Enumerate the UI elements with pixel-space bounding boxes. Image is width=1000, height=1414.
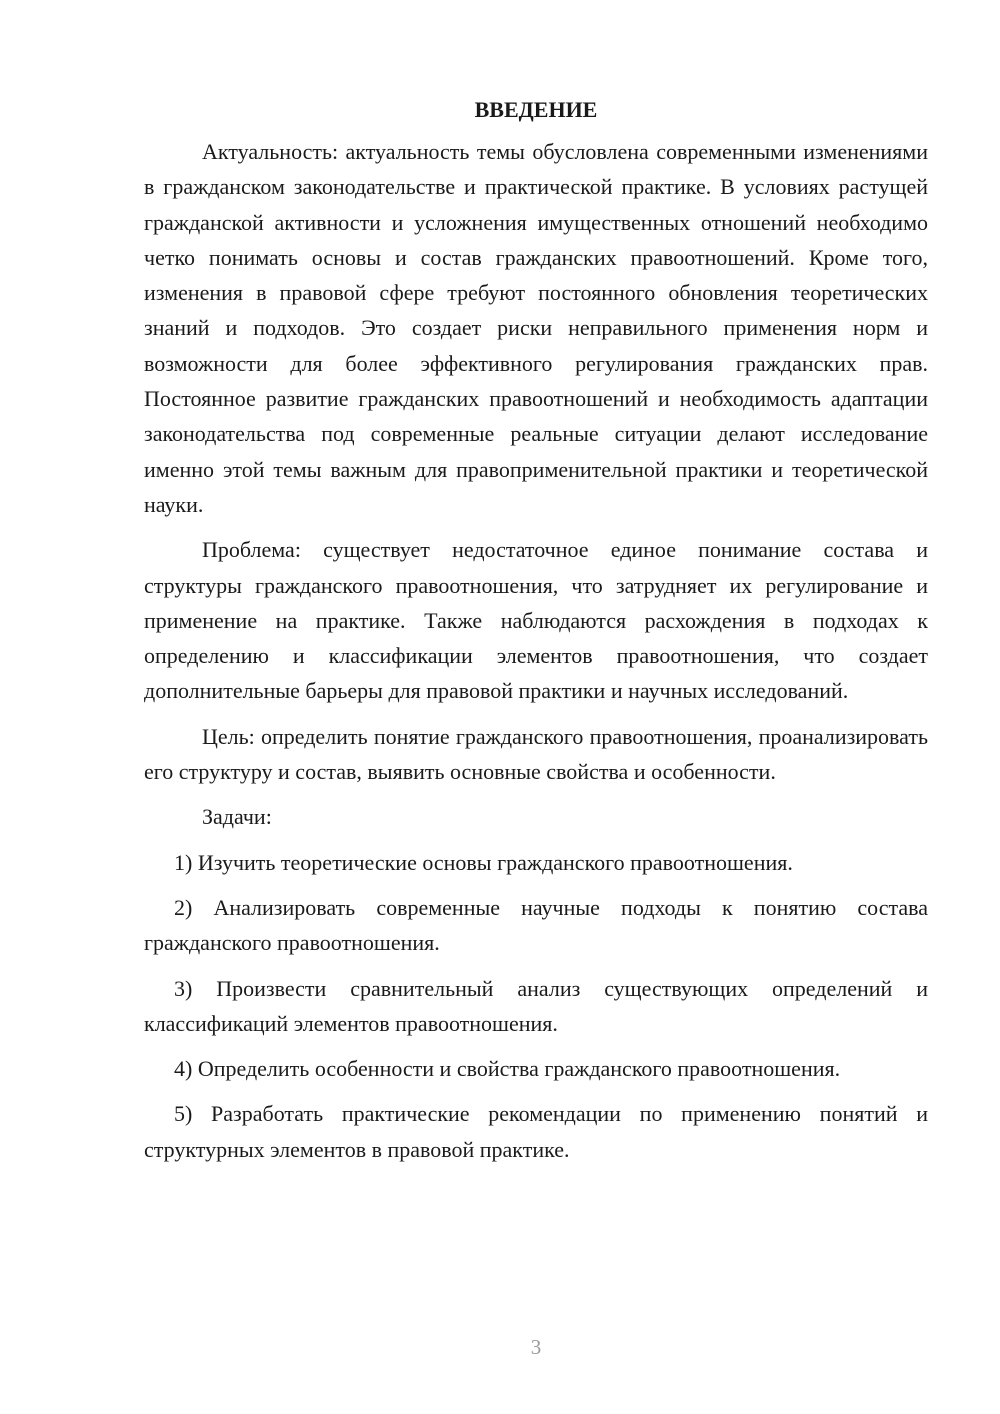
page-content (144, 92, 928, 1167)
relevance-paragraph: Актуальность: актуальность темы обусловлена современными изменениями в гражданском законодательстве и практической практике. В условиях растущей гражданской активности и усложнения имущественных отношений необходимо четко понимать основы и состав гражданских правоотношений. Кроме того, изменения в правовой сфере требуют постоянного обновления теоретических знаний и подходов. Это создает риски неправильного применения норм и возможности для более эффективного регулирования гражданских прав. Постоянное развитие гражданских правоотношений и необходимость адаптации законодательства под современные реальные ситуации делают исследование именно этой темы важным для правоприменительной практики и теоретической науки. (144, 139, 928, 517)
section-heading: ВВЕДЕНИЕ (474, 97, 598, 122)
task-item-2: 2) Анализировать современные научные подходы к понятию состава гражданского правоотношения. (144, 894, 928, 956)
task-item-3: 3) Произвести сравнительный анализ существующих определений и классификаций элементов правоотношения. (144, 975, 928, 1036)
tasks-label: Задачи: (202, 804, 272, 830)
problem-paragraph: Проблема: существует недостаточное единое понимание состава и структуры гражданского правоотношения, что затрудняет их регулирование и применение на практике. Также наблюдаются расхождения в подходах к определению и классификации элементов правоотношения, что создает дополнительные барьеры для правовой практики и научных исследований. (144, 537, 928, 704)
task-item-4: 4) Определить особенности и свойства гражданского правоотношения. (174, 1056, 841, 1082)
task-item-1: 1) Изучить теоретические основы гражданского правоотношения. (174, 849, 793, 875)
page-number: 3 (530, 1335, 542, 1359)
goal-paragraph: Цель: определить понятие гражданского правоотношения, проанализировать его структуру и состав, выявить основные свойства и особенности. (144, 723, 928, 785)
task-item-5: 5) Разработать практические рекомендации по применению понятий и структурных элементов в правовой практике. (144, 1101, 928, 1162)
